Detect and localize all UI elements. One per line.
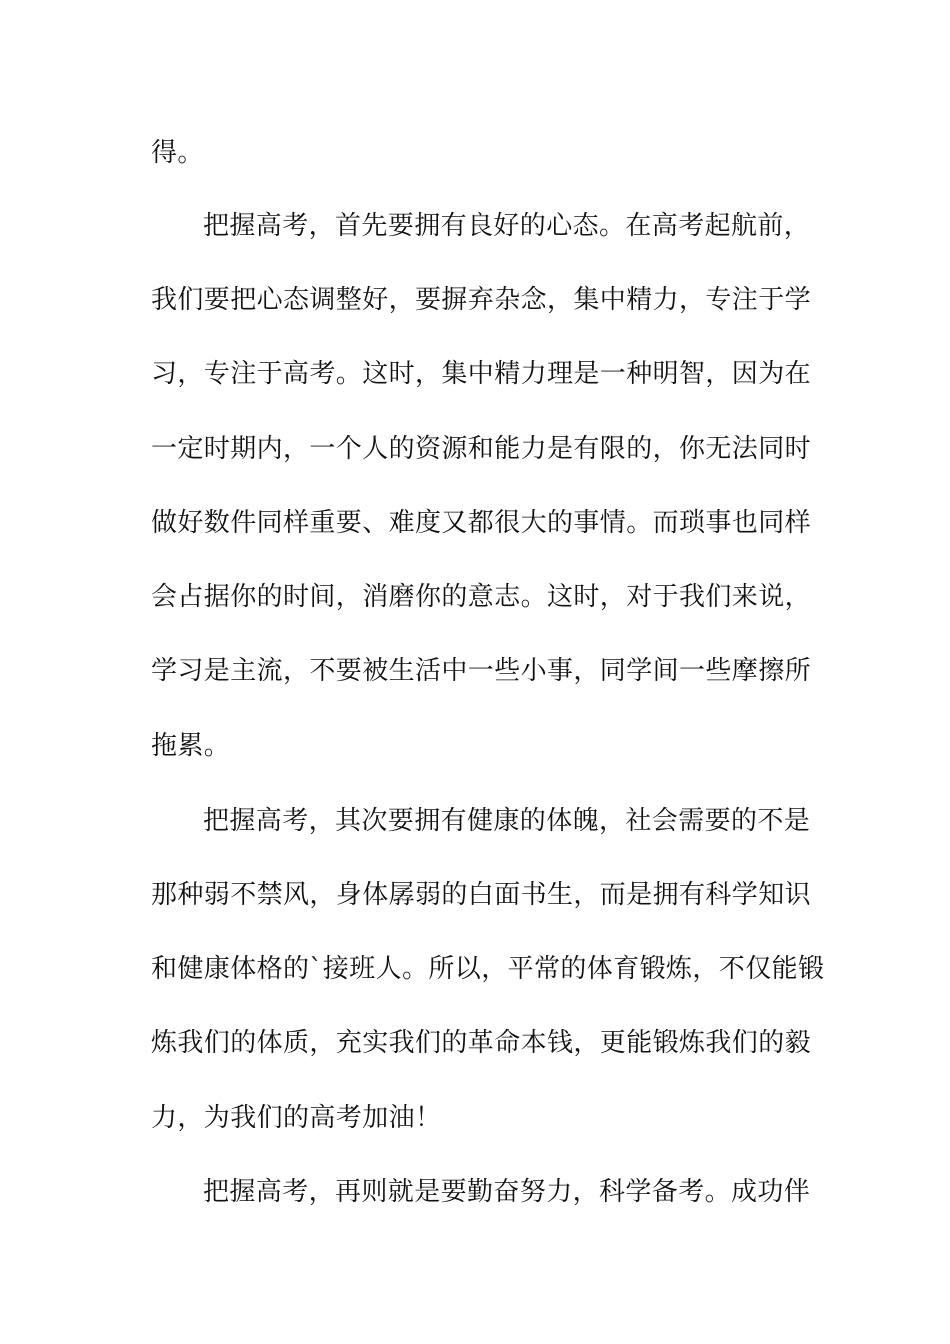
- paragraph-start-line: 把握高考，再则就是要勤奋努力，科学备考。成功伴: [203, 1177, 811, 1207]
- text-line: 和健康体格的`接班人。所以，平常的体育锻炼，不仅能锻: [151, 954, 825, 984]
- text-line: 会占据你的时间，消磨你的意志。这时，对于我们来说，: [151, 582, 812, 612]
- paragraph-start-line: 把握高考，首先要拥有良好的心态。在高考起航前，: [203, 211, 811, 241]
- text-line: 学习是主流，不要被生活中一些小事，同学间一些摩擦所: [151, 656, 812, 686]
- paragraph-start-line: 把握高考，其次要拥有健康的体魄，社会需要的不是: [203, 806, 811, 836]
- text-line: 习，专注于高考。这时，集中精力理是一种明智，因为在: [151, 359, 812, 389]
- text-line: 做好数件同样重要、难度又都很大的事情。而琐事也同样: [151, 508, 812, 538]
- text-line: 得。: [151, 138, 204, 168]
- text-line: 拖累。: [151, 731, 231, 761]
- text-line: 力，为我们的高考加油！: [151, 1103, 442, 1133]
- text-line: 一定时期内，一个人的资源和能力是有限的，你无法同时: [151, 434, 812, 464]
- text-line: 炼我们的体质，充实我们的革命本钱，更能锻炼我们的毅: [151, 1028, 812, 1058]
- text-line: 我们要把心态调整好，要摒弃杂念，集中精力，专注于学: [151, 285, 812, 315]
- text-line: 那种弱不禁风，身体孱弱的白面书生，而是拥有科学知识: [151, 880, 812, 910]
